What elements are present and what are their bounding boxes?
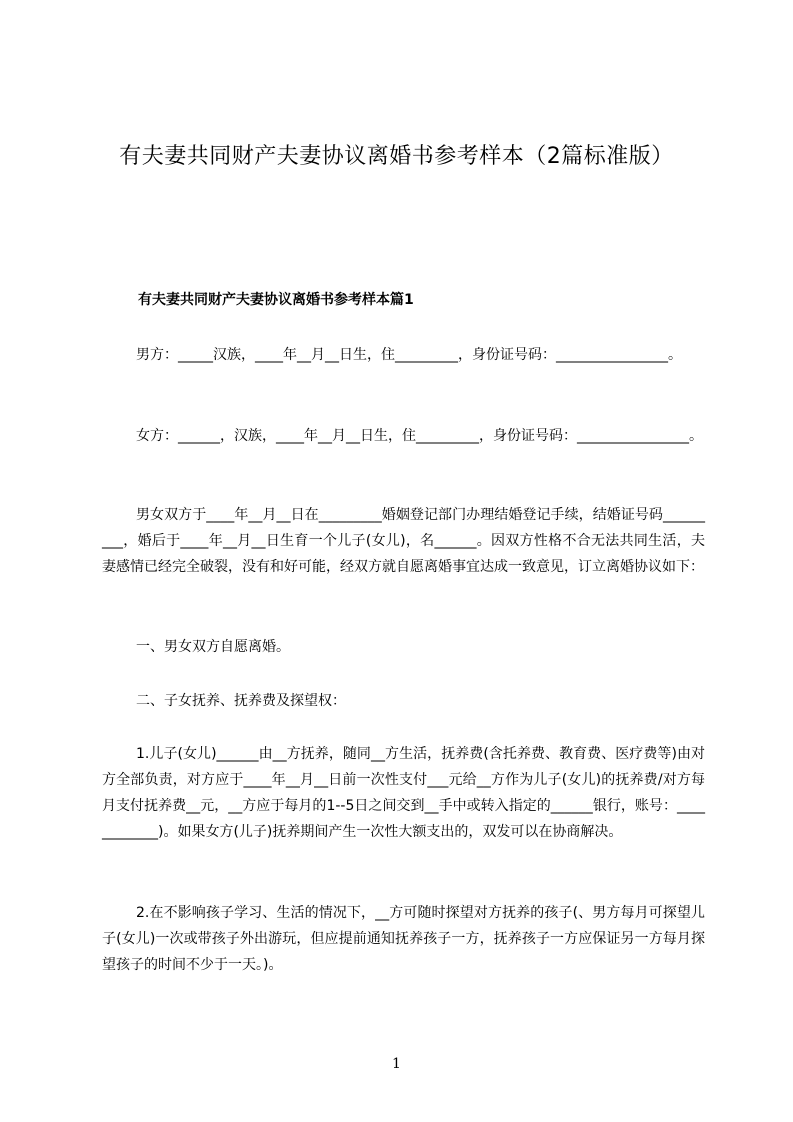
document-title: 有夫妻共同财产夫妻协议离婚书参考样本（2篇标准版） <box>119 144 674 169</box>
paragraph-marriage-background: 男女双方于____年__月__日在_________婚姻登记部门办理结婚登记手续，结婚证号码_________，婚后于____年__月__日生育一个儿子(女儿)，名______。因双方性格不合无法共同生活，夫妻感情已经完全破裂，没有和好可能，经双方就自愿离婚事宜达成一致意见，订立离婚协议如下： <box>102 507 705 575</box>
paragraph-wife-info: 女方：______，汉族，____年__月__日生，住_________，身份证号码：________________。 <box>136 428 703 444</box>
page-number: 1 <box>392 1056 401 1072</box>
paragraph-clause-2: 二、子女抚养、抚养费及探望权： <box>136 693 346 709</box>
paragraph-clause-2-item-2: 2.在不影响孩子学习、生活的情况下，__方可随时探望对方抚养的孩子(、男方每月可探望儿子(女儿)一次或带孩子外出游玩，但应提前通知抚养孩子一方，抚养孩子一方应保证另一方每月探望孩子的时间不少于一天。)。 <box>102 905 705 973</box>
paragraph-husband-info: 男方：_____汉族，____年__月__日生，住_________，身份证号码：________________。 <box>136 347 682 363</box>
section-heading: 有夫妻共同财产夫妻协议离婚书参考样本篇1 <box>138 292 414 308</box>
paragraph-clause-2-item-1: 1.儿子(女儿)______由__方抚养，随同__方生活，抚养费(含托养费、教育费、医疗费等)由对方全部负责，对方应于____年__月__日前一次性支付___元给__方作为儿子(女儿)的抚养费/对方每月支付抚养费__元，__方应于每月的1--5日之间交到__手中或转入指定的______银行，账号：____________)。如果女方(儿子)抚养期间产生一次性大额支出的，双发可以在协商解决。 <box>102 746 705 840</box>
paragraph-clause-1: 一、男女双方自愿离婚。 <box>136 639 290 655</box>
